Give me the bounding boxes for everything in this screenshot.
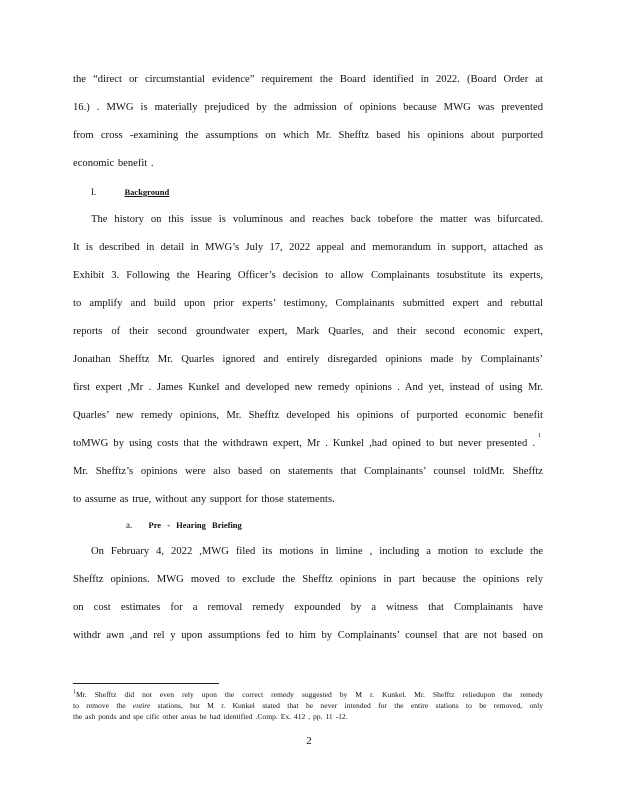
body-line: Shefftz opinions. MWG moved to exclude the Shefftz opinions in part because the opinions rely (73, 574, 543, 585)
footnote-line (73, 701, 543, 711)
body-line: It is described in detail in MWG’s July 17, 2022 appeal and memorandum in support, attached as (73, 242, 543, 253)
subsection-heading (126, 519, 242, 531)
footnote-separator (73, 683, 219, 684)
page-number: 2 (306, 735, 312, 747)
section-heading (91, 186, 169, 198)
body-line: Jonathan Shefftz Mr. Quarles ignored and entirely disregarded opinions made by Complainants’ (73, 354, 543, 365)
footnote-marker: 1 (73, 689, 76, 696)
footnote-line (73, 690, 543, 700)
body-line: Mr. Shefftz’s opinions were also based on statements that Complainants’ counsel toldMr. Shefftz (73, 466, 543, 477)
body-line: toMWG by using costs that the withdrawn expert, Mr . Kunkel ,had opined to but never presented . (73, 438, 535, 449)
footnote-text: stations, but M r. Kunkel stated that he never intended for the entire stations to be removed, only (150, 701, 543, 710)
footnote-text: to remove the (73, 701, 133, 710)
body-line: to amplify and build upon prior experts’ testimony, Complainants submitted expert and rebuttal (73, 298, 543, 309)
body-line: first expert ,Mr . James Kunkel and developed new remedy opinions . And yet, instead of using Mr. (73, 382, 543, 393)
body-line: Quarles’ new remedy opinions, Mr. Shefftz developed his opinions of purported economic benefit (73, 410, 543, 421)
subsection-title: Pre - Hearing Briefing (148, 520, 242, 530)
body-line: withdr awn ,and rel y upon assumptions fed to him by Complainants’ counsel that are not based on (73, 630, 543, 641)
subsection-letter: a. (126, 520, 133, 530)
body-line: 16.) . MWG is materially prejudiced by the admission of opinions because MWG was prevented (73, 102, 543, 113)
body-line: to assume as true, without any support for those statements. (73, 494, 335, 505)
body-line: on cost estimates for a removal remedy expounded by a witness that Complainants have (73, 602, 543, 613)
footnote-emphasis: entire (132, 701, 151, 710)
section-title: Background (124, 187, 170, 197)
document-page: the “direct or circumstantial evidence” requirement the Board identified in 2022. (Board Order at 16.) . MWG is materially prejudiced by the admission of opinions because MWG was prevented from cross -examining the assumptions on which Mr. Shefftz based his opinions about purported economic benefit . I. Background The history on this issue is voluminous and reaches back tobefore the matter was bifurcated. It is described in detail in MWG’s July 17, 2022 appeal and memorandum in support, attached as Exhibit 3. Following the Hearing Officer’s decision to allow Complainants tosubstitute its experts, to amplify and build upon prior experts’ testimony, Complainants submitted expert and rebuttal reports of their second groundwater expert, Mark Quarles, and their second economic expert, Jonathan Shefftz Mr. Quarles ignored and entirely disregarded opinions made by Complainants’ first expert ,Mr . James Kunkel and developed new remedy opinions . And yet, instead of using Mr. Quarles’ new remedy opinions, Mr. Shefftz developed his opinions of purported economic benefit toMWG by using costs that the withdrawn expert, Mr . Kunkel ,had opined to but never presented . 1 Mr. Shefftz’s opinions were also based on statements that Complainants’ counsel toldMr. Shefftz to assume as true, without any support for those statements. a. Pre - Hearing Briefing On February 4, 2022 ,MWG filed its motions in limine , including a motion to exclude the Shefftz opinions. MWG moved to exclude the Shefftz opinions in part because the opinions rely on cost estimates for a removal remedy expounded by a witness that Complainants have withdr awn ,and rel y upon assumptions fed to him by Complainants’ counsel that are not based on $^1$Mr. Shefftz did not even rely upon the correct remedy suggested by M r. Kunkel. Mr. Shefftz reliedupon the remedy to remove the entire stations, but M r. Kunkel stated that he never intended for the entire stations to be removed, only the ash ponds and spe cific other areas he had identified .Comp. Ex. 412 , pp. 11 -12. 2 (0, 0, 618, 800)
body-line: from cross -examining the assumptions on which Mr. Shefftz based his opinions about purported (73, 130, 543, 141)
footnote-text: Mr. Shefftz did not even rely upon the correct remedy suggested by M r. Kunkel. Mr. Shefftz reliedupon the remedy (76, 690, 543, 699)
footnote-line: the ash ponds and spe cific other areas he had identified .Comp. Ex. 412 , pp. 11 -12. (73, 712, 348, 721)
body-line: Exhibit 3. Following the Hearing Officer’s decision to allow Complainants tosubstitute its experts, (73, 270, 543, 281)
body-line: On February 4, 2022 ,MWG filed its motions in limine , including a motion to exclude the (91, 546, 543, 557)
body-line: economic benefit . (73, 158, 154, 169)
body-line: The history on this issue is voluminous and reaches back tobefore the matter was bifurcated. (91, 214, 543, 225)
section-number: I. (91, 187, 97, 197)
body-line: reports of their second groundwater expert, Mark Quarles, and their second economic expert, (73, 326, 543, 337)
body-line: the “direct or circumstantial evidence” requirement the Board identified in 2022. (Board Order at (73, 74, 543, 85)
